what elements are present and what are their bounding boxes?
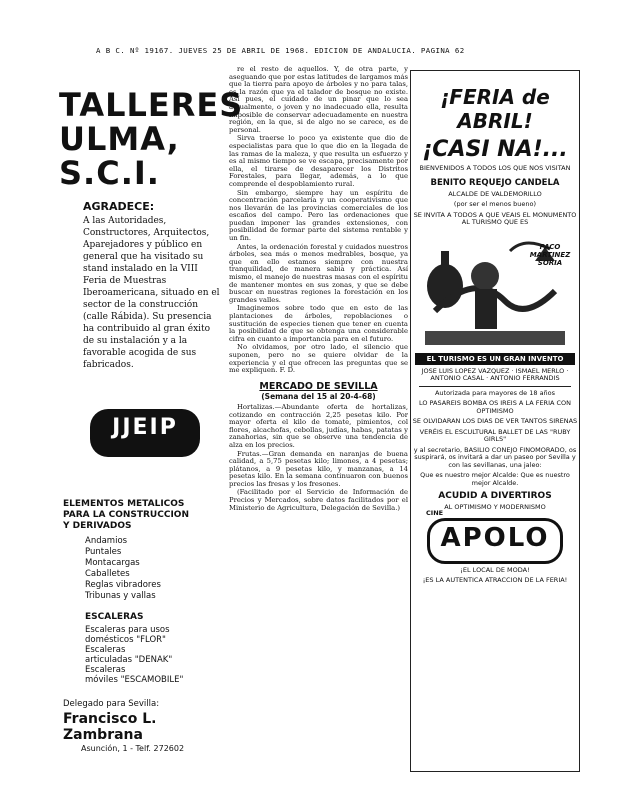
ballet-text: VERÉIS EL ESCULTURAL BALLET DE LAS "RUBY GIRLS" [419,427,571,443]
secretario-text: y al secretario, BASILIO CONEJO FINOMORADO, os suspirará, os invitará a dar un paseo por Sevilla y con las sevillanas, una jaleo: [413,445,577,469]
elementos-line2: PARA LA CONSTRUCCION [63,510,189,520]
optimismo-text: AL OPTIMISMO Y MODERNISMO [444,503,546,511]
talleres-ulma-ad [55,70,244,770]
cine-label: CINE [426,508,444,517]
article-paragraph: Sin embargo, siempre hay un espíritu de concentración parcelaria y un cooperativismo que nos llevarán de las provincias comerciales de los escaños del campo. Pero las ordenaciones que puedan imponer las grandes extensiones, con posibilidad de formar parte del sistema rentable y un fin. [229,188,408,243]
market-subtitle: (Semana del 15 al 20-4-68) [261,392,376,402]
ad-title-line2: ULMA, S.C.I. [59,120,180,192]
escaleras-list [85,625,220,685]
escalera-item: Escaleras para usos [85,625,170,635]
escalera-item: domésticos "FLOR" [85,635,166,645]
delegado-label: Delegado para Sevilla: [63,699,160,709]
product-item: Andamios [85,536,128,546]
article-paragraph: re el resto de aquellos. Y, de otra parte, y aseguando que por estas latitudes de largamos más que la tierra para apoyo de árboles y no para talas, es la razón que ya el talador de bosque no existe. Así pues, el cuidado de un pinar que lo sea actualmente, o joven y no inadecuado ella, resulta imposible de conservar adecuadamente en nuestra región, en la que, si de algo no se carece, es de personal. [229,65,408,134]
invita-text: SE INVITA A TODOS A QUE VEAIS EL MONUMENTO AL TURISMO QUE ES [413,210,577,226]
market-paragraph: Frutas.—Gran demanda en naranjas de buena calidad, a 5,75 pesetas kilo; limones, a 4 pesetas; plátanos, a 9 pesetas kilo, y manzanas, a 14 pesetas kilo. En la semana continuaron con buenos precios las fresas y los fresones. [229,449,408,488]
product-item: Puntales [85,547,122,557]
film-credits: JOSE LUIS LOPEZ VAZQUEZ · ISMAEL MERLO · ANTONIO CASAL · ANTONIO FERRANDIS [421,366,569,382]
product-item: Reglas vibradores [85,580,161,590]
olvidaran-text: SE OLVIDARAN LOS DIAS DE VER TANTOS SIRENAS [412,417,578,425]
benito-name: BENITO REQUEJO CANDELA [430,177,560,188]
figure-label: PACO MARTINEZ SORIA [529,242,571,267]
alcalde-line: Que es nuestro mejor Alcalde: Que es nuestro mejor Alcalde. [420,471,570,487]
market-paragraph: (Facilitado por el Servicio de Información de Precios y Mercados, sobre datos facilitados por el Ministerio de Agricultura, Delegación de Sevilla.) [229,488,408,512]
elementos-line1: ELEMENTOS METALICOS [63,499,185,509]
bueno-text: (por ser el menos bueno) [453,200,537,208]
market-title: MERCADO DE SEVILLA [259,380,378,392]
article-paragraph: Sirva traerse lo poco ya existente que dio de especialistas para que lo que dio en la llegada de las ramas de la maleza, y que resulta un esfuerzo y es al mismo tiempo se ve escapa, precisamente por ella, el tirarse de desaparecer los Distritos Forestales, para llegar, además, a lo que comprende el despoblamiento rural. [229,134,408,188]
company-logo [65,399,215,479]
ad-title-line1: TALLERES [59,86,244,124]
article-column [229,66,408,513]
feria-headline: ¡FERIA de ABRIL! [440,85,550,133]
logo-text: JJEIP [112,415,178,440]
apolo-logo [426,508,563,564]
divider [419,386,571,387]
product-item: Montacargas [85,558,140,568]
film-illustration [415,231,575,351]
product-list [85,536,220,602]
escalera-item: Escaleras [85,645,126,655]
escalera-item: móviles "ESCAMOBILE" [85,675,184,685]
elementos-heading [63,499,220,532]
autentica-text: ¡ES LA AUTENTICA ATRACCION DE LA FERIA! [422,576,568,584]
market-paragraph: Hortalizas.—Abundante oferta de hortalizas, cotizando en contracción 2,25 pesetas kilo. Por mayor oferta el kilo de tomate, pimientos, col flores, alcachofas, cebollas, judías, habas, patatas y zanahorias, sin que se observe una tendencia de alza en los precios. [229,402,408,449]
article-paragraph: Imaginemos sobre todo que en esto de las plantaciones de árboles, repoblaciones o sustitución de especies tienen que tener en cuenta la posibilidad de que se obtenga una considerable cifra en cuanto a importancia para en el futuro. [229,304,408,343]
escalera-item: articuladas "DENAK" [85,655,173,665]
article-paragraph: No olvidamos, por otro lado, el silencio que suponen, pero no se quiere olvidar de la experiencia y el que ofrecen las preguntas que se me expliquen. F. D. [229,343,408,375]
page-header: A B C. Nº 19167. JUEVES 25 DE ABRIL DE 1968. EDICION DE ANDALUCIA. PAGINA 62 [96,46,465,55]
delegado-address: Asunción, 1 - Telf. 272602 [81,744,185,753]
product-item: Caballetes [85,569,130,579]
product-item: Tribunas y vallas [85,591,156,601]
article-paragraph: Antes, la ordenación forestal y cuidados nuestros árboles, sea más o menos medrables, bosque, ya que en ello estamos siempre con nuestra tranquilidad, de manera sabia y práctica. Así mismo, el manejo de nuestras masas con el espíritu de mantener montes en sus zonas, y que se debe buscar en nuestras regiones la forestación en los grandes valles. [229,242,408,304]
pasarela-text: LO PASAREIS BOMBA OS IREIS A LA FERIA CON OPTIMISMO [418,399,572,415]
agradece-text: A las Autoridades, Constructores, Arquitectos, Aparejadores y público en general que ha visitado su stand instalado en la VIII Feria de Muestras Iberoamericana, situado en el sector de la construcción (calle Rábida). Su presencia ha contribuido al gran éxito de su instalación y a la favorable acogida de sus fabricados. [83,216,220,370]
escalera-item: Escaleras [85,665,126,675]
autorizada-text: Autorizada para mayores de 18 años [434,388,556,397]
elementos-line3: Y DERIVADOS [63,521,132,531]
alcalde-text: ALCALDE DE VALDEMORILLO [448,189,542,198]
local-text: ¡EL LOCAL DE MODA! [460,565,530,574]
film-title-banner: EL TURISMO ES UN GRAN INVENTO [415,353,575,365]
feria-ad [410,70,580,772]
delegado-name: Francisco L. Zambrana [63,711,157,743]
escaleras-heading: ESCALERAS [85,612,144,622]
bienvenidos-text: BIENVENIDOS A TODOS LOS QUE NOS VISITAN [419,164,571,172]
ad-title [59,86,244,192]
acudid-heading: ACUDID A DIVERTIROS [438,491,552,501]
agradece-heading: AGRADECE: [83,200,155,213]
apolo-text: APOLO [440,522,550,553]
casi-headline: ¡CASI NA!... [422,137,568,162]
